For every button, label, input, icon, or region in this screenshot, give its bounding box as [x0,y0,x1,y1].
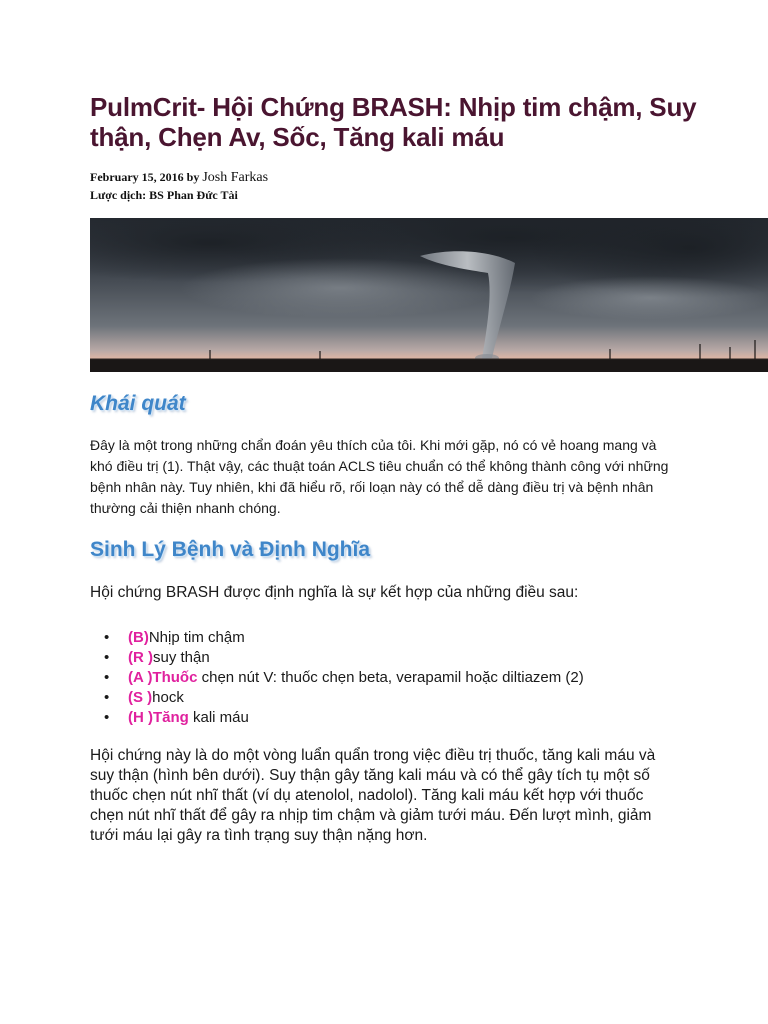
list-item-text: hock [152,689,184,706]
list-item-key: (B) [128,629,149,646]
list-item [128,648,584,668]
definition-intro: Hội chứng BRASH được định nghĩa là sự kết hợp của những điều sau: [90,584,579,601]
list-item-text: chẹn nút V: thuốc chẹn beta, verapamil hoặc diltiazem (2) [197,669,584,686]
tornado-illustration [90,218,768,372]
pathophysiology-paragraph: Hội chứng này là do một vòng luẩn quẩn trong việc điều trị thuốc, tăng kali máu và suy thận (hình bên dưới). Suy thận gây tăng kali máu và có thể gây tích tụ một số thuốc chẹn nút nhĩ thất (ví dụ atenolol, nadolol). Tăng kali máu kết hợp với thuốc chẹn nút nhĩ thất để gây ra nhịp tim chậm và giảm tưới máu. Đến lượt mình, giảm tưới máu lại gây ra tình trạng suy thận nặng hơn. [90,747,656,844]
byline-date: February 15, 2016 by [90,170,203,184]
tornado-hero-image [90,218,768,372]
article-title: PulmCrit- Hội Chứng BRASH: Nhịp tim chậm, Suy thận, Chẹn Av, Sốc, Tăng kali máu [90,92,697,152]
list-item [128,668,584,688]
list-item-key: (R ) [128,649,153,666]
translator-line: Lược dịch: BS Phan Đức Tài [90,188,238,202]
list-item-key: (A )Thuốc [128,669,198,686]
list-item-text: Nhịp tim chậm [148,629,245,646]
overview-paragraph: Đây là một trong những chẩn đoán yêu thích của tôi. Khi mới gặp, nó có vẻ hoang mang và khó điều trị (1). Thật vậy, các thuật toán ACLS tiêu chuẩn có thể không thành công với những bệnh nhân này. Tuy nhiên, khi đã hiểu rõ, rối loạn này có thể dễ dàng điều trị và bệnh nhân thường cải thiện nhanh chóng. [90,437,669,516]
list-item [128,628,584,648]
list-item-key: (H )Tăng [128,709,189,726]
list-item-key: (S ) [128,689,153,706]
byline-author: Josh Farkas [202,170,269,185]
list-item [128,688,584,708]
pathophysiology-heading: Sinh Lý Bệnh và Định Nghĩa [90,538,371,561]
list-item-text: kali máu [188,709,249,726]
list-item [128,708,584,728]
byline [90,170,268,185]
brash-criteria-list [90,628,584,728]
list-item-text: suy thận [153,649,210,666]
overview-heading: Khái quát [90,392,186,415]
